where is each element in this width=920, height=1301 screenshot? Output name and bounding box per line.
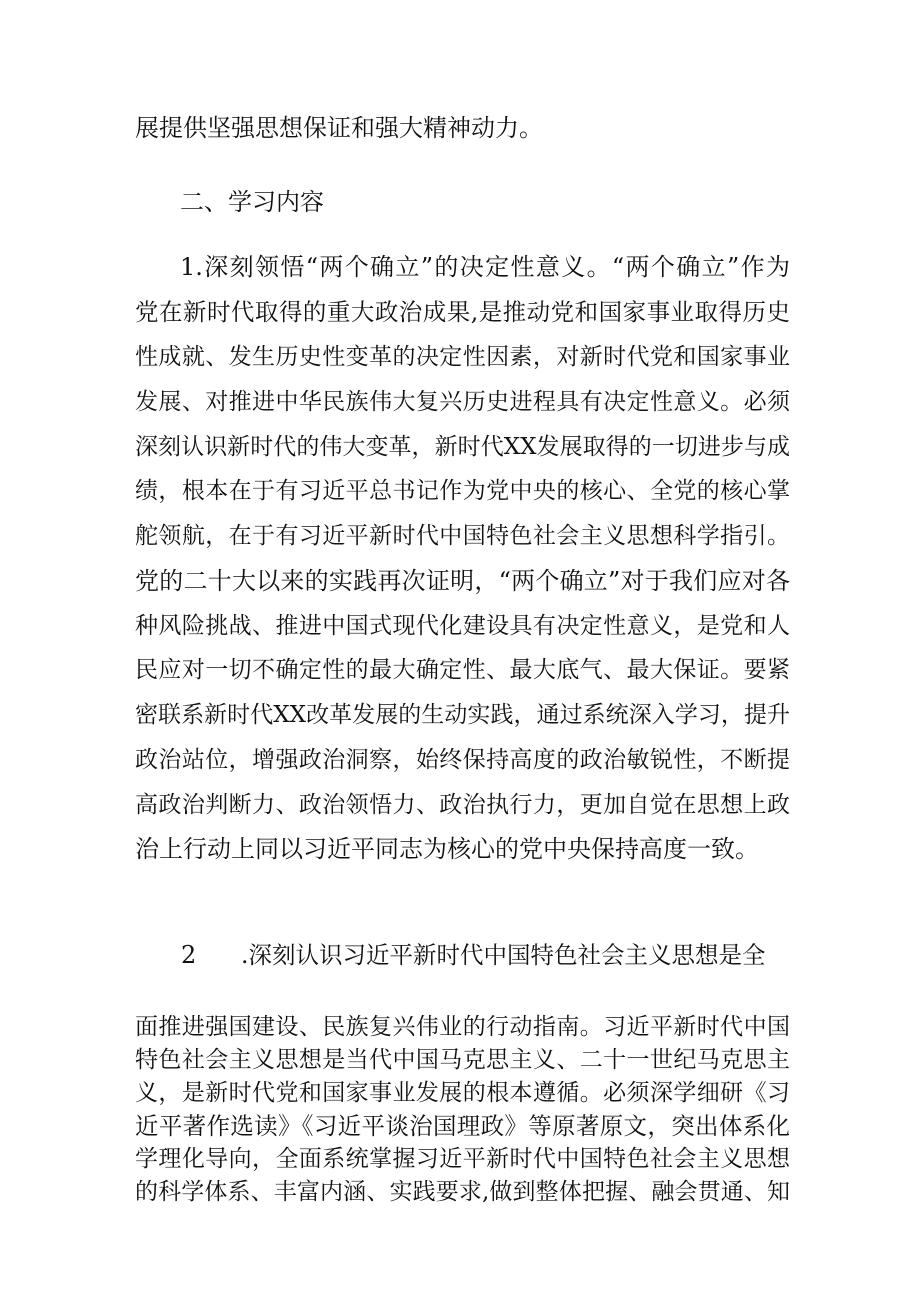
paragraph-1-line-11: 密联系新时代XX改革发展的生动实践，通过系统深入学习，提升: [135, 702, 790, 728]
paragraph-2-line-6: 学理化导向，全面系统掌握习近平新时代中国特色社会主义思想: [135, 1146, 790, 1172]
paragraph-1-line-13: 高政治判断力、政治领悟力、政治执行力，更加自觉在思想上政: [135, 792, 790, 818]
intro-paragraph-tail: 展提供坚强思想保证和强大精神动力。: [135, 114, 543, 142]
paragraph-1-line-1: 1.深刻领悟“两个确立”的决定性意义。“两个确立”作为: [180, 253, 790, 281]
paragraph-2-line-4: 义，是新时代党和国家事业发展的根本遵循。必须深学细研《习: [135, 1080, 790, 1106]
paragraph-1-line-9: 种风险挑战、推进中国式现代化建设具有决定性意义，是党和人: [135, 613, 790, 639]
paragraph-2-number: 2: [181, 941, 197, 969]
section-heading: 二、学习内容: [180, 188, 324, 216]
paragraph-1-line-10: 民应对一切不确定性的最大确定性、最大底气、最大保证。要紧: [135, 657, 790, 683]
paragraph-2-line-5: 近平著作选读》《习近平谈治国理政》等原著原文，突出体系化: [135, 1112, 790, 1140]
paragraph-1-line-14: 治上行动上同以习近平同志为核心的党中央保持高度一致。: [135, 835, 759, 863]
paragraph-1-line-8: 党的二十大以来的实践再次证明，“两个确立”对于我们应对各: [135, 567, 790, 595]
paragraph-1-line-7: 舵领航，在于有习近平新时代中国特色社会主义思想科学指引。: [135, 523, 790, 549]
paragraph-2-line-2: 面推进强国建设、民族复兴伟业的行动指南。习近平新时代中国: [135, 1014, 790, 1040]
paragraph-2-first-line-text: .深刻认识习近平新时代中国特色社会主义思想是全: [241, 941, 766, 969]
paragraph-1-line-2: 党在新时代取得的重大政治成果,是推动党和国家事业取得历史: [135, 298, 790, 326]
paragraph-1-line-4: 发展、对推进中华民族伟大复兴历史进程具有决定性意义。必须: [135, 389, 790, 415]
paragraph-1-line-6: 绩，根本在于有习近平总书记作为党中央的核心、全党的核心掌: [135, 478, 790, 504]
paragraph-2-line-3: 特色社会主义思想是当代中国马克思主义、二十一世纪马克思主: [135, 1047, 790, 1073]
paragraph-1-line-3: 性成就、发生历史性变革的决定性因素，对新时代党和国家事业: [135, 344, 790, 370]
paragraph-1-line-12: 政治站位，增强政治洞察，始终保持高度的政治敏锐性，不断提: [135, 747, 790, 773]
paragraph-2-line-7: 的科学体系、丰富内涵、实践要求,做到整体把握、融会贯通、知: [135, 1179, 790, 1205]
paragraph-1-line-5: 深刻认识新时代的伟大变革，新时代XX发展取得的一切进步与成: [135, 434, 790, 460]
